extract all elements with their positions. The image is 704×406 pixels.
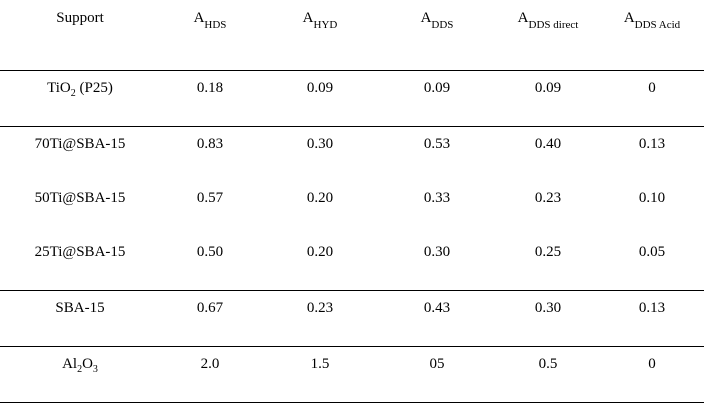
table-cell: 0.5 (538, 356, 558, 372)
table-cell: 0.40 (534, 136, 562, 152)
header-a-dds: $A_{DDS}$ (420, 10, 454, 31)
table-rule (0, 346, 704, 347)
table-cell: 0.13 (638, 300, 666, 316)
row-al2o3-support: $Al_2O_3$ (62, 356, 98, 375)
table-cell: 0.43 (423, 300, 451, 316)
table-cell: 0.09 (534, 80, 562, 96)
table-cell: 0.09 (423, 80, 451, 96)
row-sba15-support: SBA-15 (55, 300, 105, 316)
table-cell: 0.57 (196, 190, 224, 206)
table-cell: 0.20 (306, 244, 334, 260)
table-cell: 0.83 (196, 136, 224, 152)
table-cell: 05 (429, 356, 445, 372)
row-25ti-support: 25Ti@SBA-15 (34, 244, 126, 260)
table-cell: 0.25 (534, 244, 562, 260)
table-cell: 0.20 (306, 190, 334, 206)
table-rule (0, 402, 704, 403)
table-cell: 0 (648, 356, 656, 372)
table-cell: 0.13 (638, 136, 666, 152)
table-cell: 0.30 (306, 136, 334, 152)
table-cell: 0.30 (534, 300, 562, 316)
row-50ti-support: 50Ti@SBA-15 (34, 190, 126, 206)
header-a-dds-direct: $A_{DDS direct}$ (517, 10, 579, 31)
table-cell: 1.5 (310, 356, 330, 372)
table-cell: 0 (648, 80, 656, 96)
table-cell: 0.10 (638, 190, 666, 206)
table-cell: 0.67 (196, 300, 224, 316)
table-rule (0, 70, 704, 71)
header-a-dds-acid: $A_{DDS Acid}$ (623, 10, 681, 31)
table-cell: 0.05 (638, 244, 666, 260)
table-cell: 0.50 (196, 244, 224, 260)
table-cell: 0.18 (196, 80, 224, 96)
header-a-hyd: $A_{HYD}$ (302, 10, 338, 31)
table-cell: 0.33 (423, 190, 451, 206)
row-tio2-support: TiO$_2$ (P25) (47, 80, 113, 99)
table-cell: 0.23 (534, 190, 562, 206)
header-a-hds: $A_{HDS}$ (193, 10, 227, 31)
table-cell: 2.0 (200, 356, 220, 372)
table-cell: 0.30 (423, 244, 451, 260)
table-cell: 0.23 (306, 300, 334, 316)
table-cell: 0.09 (306, 80, 334, 96)
table-rule (0, 290, 704, 291)
table-cell: 0.53 (423, 136, 451, 152)
row-70ti-support: 70Ti@SBA-15 (34, 136, 126, 152)
header-support: Support (56, 10, 104, 26)
table-rule (0, 126, 704, 127)
